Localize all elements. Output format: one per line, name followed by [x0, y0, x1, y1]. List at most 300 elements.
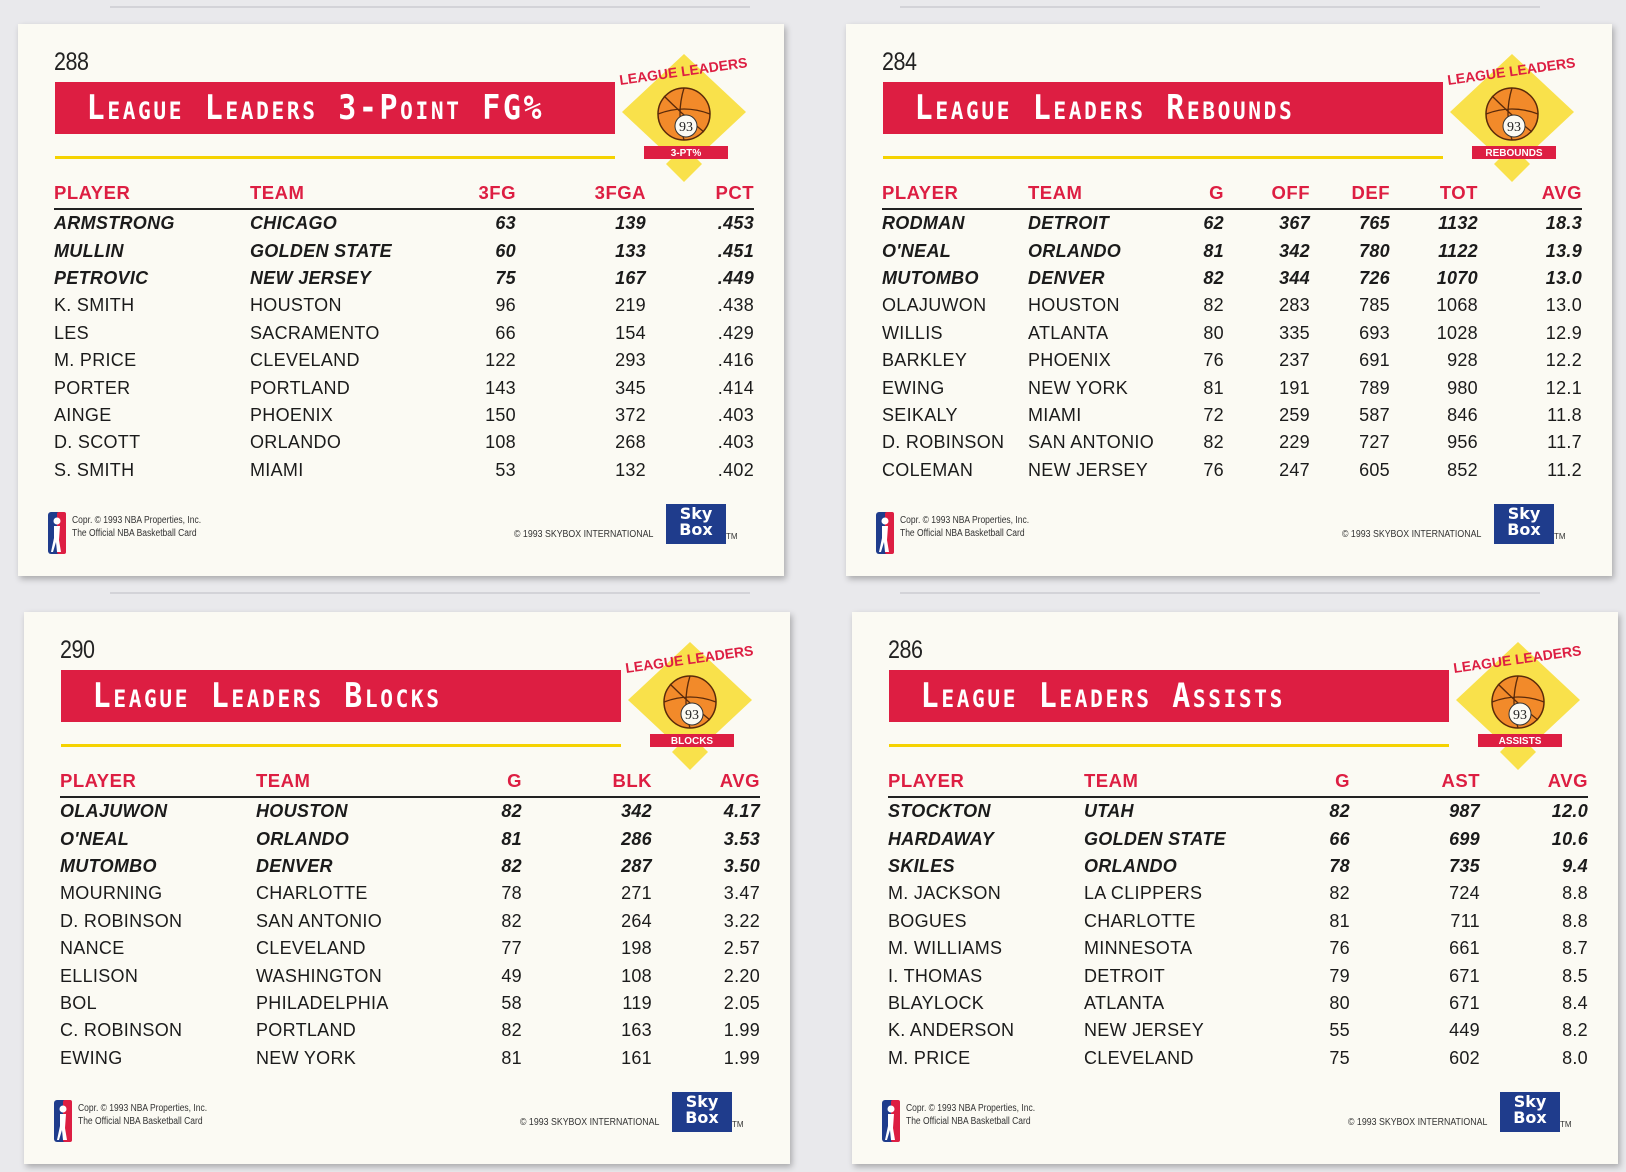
team-cell: GOLDEN STATE — [1084, 828, 1226, 849]
stat-cell: 10.6 — [1551, 828, 1588, 849]
stat-cell: 4.17 — [723, 801, 760, 822]
player-cell: RODMAN — [882, 213, 965, 234]
sleeve-divider — [110, 6, 750, 8]
team-cell: NEW JERSEY — [1084, 1020, 1205, 1041]
sleeve-divider — [900, 6, 1540, 8]
column-header: 3FGA — [516, 182, 646, 209]
table-row — [882, 374, 1582, 401]
table-row — [60, 1045, 760, 1072]
leaders-table — [888, 770, 1588, 1072]
stat-cell: 133 — [615, 240, 646, 261]
logo-top-text: LEAGUE LEADERS — [1452, 642, 1583, 676]
stat-cell: .429 — [717, 322, 754, 343]
skybox-logo-top: Sky — [679, 504, 713, 523]
stat-cell: 852 — [1447, 459, 1478, 480]
nba-copyright — [78, 1102, 207, 1128]
stat-cell: 12.9 — [1545, 322, 1582, 343]
team-cell: ORLANDO — [250, 432, 342, 453]
column-header: PLAYER — [60, 770, 256, 797]
stat-cell: 1.99 — [723, 1047, 760, 1068]
stat-cell: 293 — [615, 350, 646, 371]
stat-cell: 12.2 — [1545, 350, 1582, 371]
stat-cell: 928 — [1447, 350, 1478, 371]
stat-cell: 789 — [1359, 377, 1390, 398]
stat-cell: 13.0 — [1545, 295, 1582, 316]
logo-top-text: LEAGUE LEADERS — [624, 642, 755, 676]
stat-cell: 3.47 — [723, 883, 760, 904]
stat-cell: 81 — [501, 1047, 522, 1068]
player-cell: AINGE — [54, 404, 112, 425]
stat-cell: .449 — [717, 267, 754, 288]
stat-cell: 167 — [615, 267, 646, 288]
card-title: League Leaders Rebounds — [914, 88, 1295, 128]
player-cell: OLAJUWON — [60, 801, 168, 822]
table-row — [888, 1017, 1588, 1044]
column-header: PLAYER — [888, 770, 1084, 797]
stat-cell: 699 — [1449, 828, 1480, 849]
table-row — [882, 402, 1582, 429]
stat-cell: .451 — [717, 240, 754, 261]
player-cell: HARDAWAY — [888, 828, 995, 849]
stat-cell: 3.50 — [723, 855, 760, 876]
stat-cell: 139 — [615, 213, 646, 234]
player-cell: I. THOMAS — [888, 965, 983, 986]
table-row — [888, 962, 1588, 989]
column-header: AVG — [652, 770, 760, 797]
stat-cell: 12.0 — [1551, 801, 1588, 822]
team-cell: ATLANTA — [1084, 992, 1165, 1013]
player-cell: COLEMAN — [882, 459, 974, 480]
logo-badge-text: BLOCKS — [670, 736, 714, 747]
stat-cell: 66 — [1329, 828, 1350, 849]
stat-cell: 780 — [1359, 240, 1390, 261]
logo-year: 93 — [1513, 708, 1527, 723]
trademark: TM — [726, 532, 738, 541]
stat-cell: 11.2 — [1547, 459, 1582, 480]
league-leaders-badge-icon — [620, 634, 760, 774]
skybox-copyright: © 1993 SKYBOX INTERNATIONAL — [520, 1117, 660, 1128]
stat-cell: 154 — [615, 322, 646, 343]
column-header: BLK — [522, 770, 652, 797]
table-row — [60, 797, 760, 825]
leaders-table — [60, 770, 760, 1072]
team-cell: SAN ANTONIO — [1028, 432, 1154, 453]
column-header: AVG — [1480, 770, 1588, 797]
team-cell: WASHINGTON — [256, 965, 383, 986]
stat-cell: 219 — [615, 295, 646, 316]
player-cell: MULLIN — [54, 240, 124, 261]
table-row — [54, 209, 754, 237]
logo-badge-text: REBOUNDS — [1485, 148, 1543, 159]
stat-cell: 150 — [485, 404, 516, 425]
team-cell: ORLANDO — [1028, 240, 1122, 261]
stat-cell: 335 — [1279, 322, 1310, 343]
card-number: 284 — [882, 48, 917, 76]
stat-cell: 76 — [1203, 350, 1224, 371]
table-row — [888, 908, 1588, 935]
table-row — [54, 237, 754, 264]
stat-cell: 8.5 — [1562, 965, 1588, 986]
table-row — [882, 429, 1582, 456]
stat-cell: 8.8 — [1562, 910, 1588, 931]
stat-cell: 76 — [1203, 459, 1224, 480]
skybox-logo-bottom: Box — [1507, 520, 1541, 539]
skybox-copyright: © 1993 SKYBOX INTERNATIONAL — [514, 529, 654, 540]
stat-cell: 82 — [1329, 883, 1350, 904]
sleeve-divider — [900, 592, 1540, 594]
stat-cell: 449 — [1449, 1020, 1480, 1041]
player-cell: D. ROBINSON — [882, 432, 1005, 453]
player-cell: S. SMITH — [54, 459, 135, 480]
stat-cell: 287 — [621, 855, 652, 876]
table-row — [888, 825, 1588, 852]
stat-cell: 81 — [1329, 910, 1350, 931]
table-row — [888, 990, 1588, 1017]
table-row — [888, 797, 1588, 825]
stat-cell: 711 — [1450, 910, 1480, 931]
stat-cell: 81 — [501, 828, 522, 849]
player-cell: WILLIS — [882, 322, 943, 343]
card-3pt-fg — [18, 24, 784, 576]
player-cell: D. ROBINSON — [60, 910, 183, 931]
nba-logo — [48, 512, 66, 554]
stat-cell: 726 — [1359, 267, 1390, 288]
player-cell: PORTER — [54, 377, 131, 398]
stat-cell: 82 — [501, 801, 522, 822]
team-cell: DETROIT — [1028, 213, 1110, 234]
stat-cell: 75 — [1329, 1047, 1350, 1068]
player-cell: K. ANDERSON — [888, 1020, 1015, 1041]
nba-logo-icon — [876, 512, 894, 554]
stat-cell: 82 — [1329, 801, 1350, 822]
stat-cell: 58 — [501, 992, 522, 1013]
card-rebounds — [846, 24, 1612, 576]
player-cell: MUTOMBO — [60, 855, 157, 876]
stat-cell: 63 — [495, 213, 516, 234]
stat-cell: 1068 — [1436, 295, 1478, 316]
logo-badge-text: 3-PT% — [670, 148, 702, 159]
stat-cell: .438 — [717, 295, 754, 316]
copyright-line: Copr. © 1993 NBA Properties, Inc. — [900, 515, 1030, 526]
stat-cell: 1070 — [1436, 267, 1478, 288]
player-cell: D. SCOTT — [54, 432, 141, 453]
league-leaders-logo — [614, 46, 754, 186]
stat-cell: 372 — [615, 404, 646, 425]
player-cell: MUTOMBO — [882, 267, 979, 288]
stat-cell: .402 — [717, 459, 754, 480]
stat-cell: 8.2 — [1562, 1020, 1588, 1041]
player-cell: SEIKALY — [882, 404, 958, 425]
team-cell: PORTLAND — [256, 1020, 357, 1041]
yellow-rule — [889, 744, 1449, 747]
column-header: AVG — [1478, 182, 1582, 209]
table-header-row — [60, 770, 760, 797]
stat-cell: 161 — [621, 1047, 652, 1068]
column-header: PLAYER — [54, 182, 250, 209]
team-cell: CHARLOTTE — [256, 883, 368, 904]
stat-cell: 11.8 — [1547, 404, 1582, 425]
player-cell: M. PRICE — [54, 350, 137, 371]
stat-cell: 81 — [1203, 240, 1224, 261]
table-row — [60, 962, 760, 989]
stat-cell: 78 — [1329, 855, 1350, 876]
stat-cell: 727 — [1359, 432, 1390, 453]
team-cell: ORLANDO — [256, 828, 350, 849]
player-cell: PETROVIC — [54, 267, 149, 288]
stat-cell: 80 — [1203, 322, 1224, 343]
stat-cell: 66 — [495, 322, 516, 343]
stat-cell: 587 — [1359, 404, 1390, 425]
stat-cell: 602 — [1449, 1047, 1480, 1068]
player-cell: O'NEAL — [60, 828, 130, 849]
stat-cell: 8.7 — [1562, 938, 1588, 959]
yellow-rule — [883, 156, 1443, 159]
table-row — [882, 265, 1582, 292]
league-leaders-logo — [1448, 634, 1588, 774]
stat-cell: 264 — [621, 910, 652, 931]
stat-cell: 76 — [1329, 938, 1350, 959]
stat-cell: 77 — [501, 938, 522, 959]
yellow-rule — [55, 156, 615, 159]
team-cell: CHARLOTTE — [1084, 910, 1196, 931]
skybox-logo-bottom: Box — [1513, 1108, 1547, 1127]
copyright-line: Copr. © 1993 NBA Properties, Inc. — [906, 1103, 1036, 1114]
stat-cell: 2.20 — [723, 965, 760, 986]
leaders-table — [882, 182, 1582, 484]
copyright-line: Copr. © 1993 NBA Properties, Inc. — [78, 1103, 208, 1114]
team-cell: UTAH — [1084, 801, 1134, 822]
stat-cell: 143 — [485, 377, 516, 398]
table-row — [54, 320, 754, 347]
table-row — [888, 935, 1588, 962]
stat-cell: 345 — [615, 377, 646, 398]
card-blocks — [24, 612, 790, 1164]
stat-cell: 80 — [1329, 992, 1350, 1013]
stat-cell: 8.8 — [1562, 883, 1588, 904]
stat-cell: 1028 — [1436, 322, 1478, 343]
table-header-row — [882, 182, 1582, 209]
team-cell: CLEVELAND — [256, 938, 366, 959]
table-header-row — [888, 770, 1588, 797]
team-cell: HOUSTON — [1028, 295, 1120, 316]
column-header: 3FG — [446, 182, 516, 209]
team-cell: CLEVELAND — [1084, 1047, 1194, 1068]
stat-cell: .403 — [717, 432, 754, 453]
player-cell: STOCKTON — [888, 801, 991, 822]
stat-cell: 82 — [1203, 295, 1224, 316]
nba-copyright — [72, 514, 201, 540]
stat-cell: 108 — [621, 965, 652, 986]
stat-cell: 13.0 — [1545, 267, 1582, 288]
stat-cell: 12.1 — [1545, 377, 1582, 398]
table-row — [882, 237, 1582, 264]
table-row — [60, 935, 760, 962]
stat-cell: 268 — [615, 432, 646, 453]
team-cell: LA CLIPPERS — [1084, 883, 1203, 904]
player-cell: OLAJUWON — [882, 295, 987, 316]
skybox-logo-bottom: Box — [679, 520, 713, 539]
title-banner — [889, 670, 1449, 722]
team-cell: PHOENIX — [250, 404, 334, 425]
player-cell: O'NEAL — [882, 240, 952, 261]
column-header: G — [1280, 770, 1350, 797]
skybox-logo-top: Sky — [685, 1092, 719, 1111]
trademark: TM — [1554, 532, 1566, 541]
stat-cell: 367 — [1279, 213, 1310, 234]
player-cell: SKILES — [888, 855, 955, 876]
table-row — [60, 880, 760, 907]
table-header-row — [54, 182, 754, 209]
nba-logo — [54, 1100, 72, 1142]
stat-cell: 18.3 — [1545, 213, 1582, 234]
stat-cell: 2.57 — [723, 938, 760, 959]
nba-copyright — [906, 1102, 1035, 1128]
nba-logo — [876, 512, 894, 554]
column-header: TEAM — [256, 770, 452, 797]
table-row — [882, 347, 1582, 374]
table-row — [54, 402, 754, 429]
skybox-logo — [672, 1092, 732, 1132]
team-cell: ORLANDO — [1084, 855, 1178, 876]
table-row — [54, 347, 754, 374]
table-row — [882, 320, 1582, 347]
team-cell: MIAMI — [250, 459, 304, 480]
card-assists — [852, 612, 1618, 1164]
player-cell: M. PRICE — [888, 1047, 971, 1068]
team-cell: CHICAGO — [250, 213, 338, 234]
table-row — [54, 429, 754, 456]
stat-cell: 691 — [1359, 350, 1390, 371]
team-cell: NEW JERSEY — [1028, 459, 1149, 480]
player-cell: EWING — [60, 1047, 123, 1068]
column-header: AST — [1350, 770, 1480, 797]
stat-cell: 605 — [1359, 459, 1390, 480]
stat-cell: .414 — [717, 377, 754, 398]
nba-logo-icon — [54, 1100, 72, 1142]
copyright-line: Copr. © 1993 NBA Properties, Inc. — [72, 515, 202, 526]
logo-year: 93 — [685, 708, 699, 723]
player-cell: BOL — [60, 992, 97, 1013]
team-cell: DENVER — [1028, 267, 1105, 288]
stat-cell: 198 — [621, 938, 652, 959]
column-header: DEF — [1310, 182, 1390, 209]
stat-cell: 229 — [1279, 432, 1310, 453]
official-card-line: The Official NBA Basketball Card — [72, 528, 197, 539]
stat-cell: 735 — [1449, 855, 1480, 876]
stat-cell: 342 — [621, 801, 652, 822]
stat-cell: 13.9 — [1545, 240, 1582, 261]
stat-cell: 82 — [501, 910, 522, 931]
league-leaders-logo — [620, 634, 760, 774]
stat-cell: 1132 — [1438, 213, 1478, 234]
stat-cell: .403 — [717, 404, 754, 425]
table-row — [882, 292, 1582, 319]
skybox-logo-top: Sky — [1507, 504, 1541, 523]
stat-cell: 82 — [501, 855, 522, 876]
stat-cell: 956 — [1447, 432, 1478, 453]
stat-cell: 8.0 — [1562, 1047, 1588, 1068]
table-row — [54, 374, 754, 401]
stat-cell: 3.53 — [723, 828, 760, 849]
column-header: OFF — [1224, 182, 1310, 209]
league-leaders-logo — [1442, 46, 1582, 186]
stat-cell: 82 — [501, 1020, 522, 1041]
card-number: 288 — [54, 48, 89, 76]
stat-cell: 62 — [1203, 213, 1224, 234]
logo-year: 93 — [1507, 120, 1521, 135]
card-title: League Leaders 3-Point FG% — [86, 88, 545, 128]
stat-cell: 661 — [1449, 938, 1480, 959]
stat-cell: 82 — [1203, 432, 1224, 453]
stat-cell: 846 — [1447, 404, 1478, 425]
skybox-copyright: © 1993 SKYBOX INTERNATIONAL — [1348, 1117, 1488, 1128]
table-row — [882, 457, 1582, 484]
nba-logo-icon — [48, 512, 66, 554]
team-cell: PHOENIX — [1028, 350, 1112, 371]
stat-cell: 53 — [495, 459, 516, 480]
table-row — [888, 880, 1588, 907]
player-cell: BLAYLOCK — [888, 992, 985, 1013]
stat-cell: 693 — [1359, 322, 1390, 343]
team-cell: DENVER — [256, 855, 333, 876]
title-banner — [55, 82, 615, 134]
stat-cell: 81 — [1203, 377, 1224, 398]
skybox-logo — [1500, 1092, 1560, 1132]
team-cell: NEW YORK — [1028, 377, 1129, 398]
stat-cell: 785 — [1359, 295, 1390, 316]
team-cell: PORTLAND — [250, 377, 351, 398]
stat-cell: 671 — [1449, 965, 1480, 986]
card-number: 286 — [888, 636, 923, 664]
team-cell: HOUSTON — [256, 801, 348, 822]
team-cell: PHILADELPHIA — [256, 992, 389, 1013]
logo-top-text: LEAGUE LEADERS — [618, 54, 749, 88]
official-card-line: The Official NBA Basketball Card — [906, 1116, 1031, 1127]
stat-cell: 9.4 — [1562, 855, 1588, 876]
player-cell: M. JACKSON — [888, 883, 1002, 904]
stat-cell: 271 — [621, 883, 652, 904]
stat-cell: 980 — [1447, 377, 1478, 398]
team-cell: MIAMI — [1028, 404, 1082, 425]
column-header: PLAYER — [882, 182, 1028, 209]
stat-cell: 724 — [1449, 883, 1480, 904]
stat-cell: 1122 — [1438, 240, 1478, 261]
stat-cell: 237 — [1279, 350, 1310, 371]
team-cell: MINNESOTA — [1084, 938, 1193, 959]
skybox-logo-top: Sky — [1513, 1092, 1547, 1111]
stat-cell: 286 — [621, 828, 652, 849]
trademark: TM — [1560, 1120, 1572, 1129]
skybox-logo — [666, 504, 726, 544]
logo-year: 93 — [679, 120, 693, 135]
stat-cell: .416 — [717, 350, 754, 371]
logo-top-text: LEAGUE LEADERS — [1446, 54, 1577, 88]
player-cell: ARMSTRONG — [54, 213, 175, 234]
player-cell: BOGUES — [888, 910, 967, 931]
stat-cell: 72 — [1203, 404, 1224, 425]
nba-copyright — [900, 514, 1029, 540]
player-cell: BARKLEY — [882, 350, 968, 371]
stat-cell: 987 — [1449, 801, 1480, 822]
player-cell: C. ROBINSON — [60, 1020, 183, 1041]
skybox-logo-bottom: Box — [685, 1108, 719, 1127]
table-row — [882, 209, 1582, 237]
player-cell: M. WILLIAMS — [888, 938, 1003, 959]
stat-cell: 765 — [1359, 213, 1390, 234]
stat-cell: 344 — [1279, 267, 1310, 288]
column-header: G — [452, 770, 522, 797]
leaders-table — [54, 182, 754, 484]
